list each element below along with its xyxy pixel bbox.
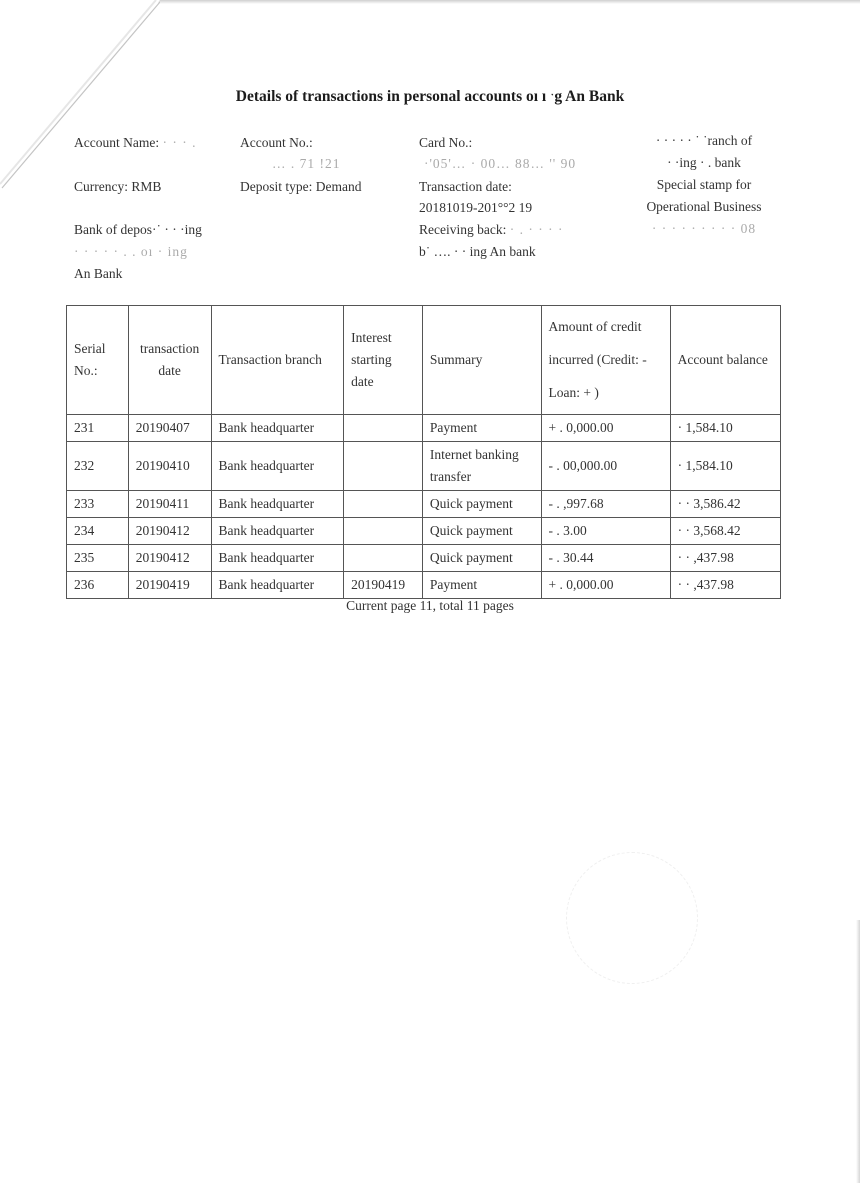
table-row [67,415,781,442]
cell-serial: 233 [67,491,129,518]
receiving-back-label: Receiving back: [419,222,507,237]
bank-of-deposit-line1: Bank of depos·˙ · · ·ing [74,222,202,237]
bank-of-deposit-line3: An Bank [74,266,123,281]
card-no-value: ·'05'… · 00… 88… '' 90 [424,156,577,171]
cell-summary: Quick payment [422,545,541,572]
currency: Currency: RMB [74,179,162,194]
cell-serial: 231 [67,415,129,442]
bank-of-deposit-line2: · · · · · . . oı · ing [74,244,188,259]
stamp-line3: Special stamp for [656,177,752,192]
page-count: Current page 11, total 11 pages [346,598,514,613]
header-summary: Summary [422,306,541,415]
transaction-date-value: 20181019-201°°2 19 [419,200,533,215]
cell-balance: · · 3,568.42 [670,518,780,545]
table-row [67,545,781,572]
header-serial: Serial No.: [67,306,129,415]
stamp-line2: · ·ing · . bank [667,155,741,170]
cell-interest: 20190419 [344,572,423,599]
cell-summary: Payment [422,572,541,599]
receiving-back [419,219,563,241]
cell-balance: · · ,437.98 [670,545,780,572]
cell-branch: Bank headquarter [211,415,344,442]
cell-interest [344,518,423,545]
account-name-value: · · · . [162,135,197,150]
cell-amount: - . 30.44 [541,545,670,572]
cell-amount: - . ,997.68 [541,491,670,518]
cell-interest [344,491,423,518]
account-no-value: … . 71 !21 [272,156,341,171]
receiving-back-line2: b˙ …. · · ing An bank [419,244,536,259]
cell-balance: · · 3,586.42 [670,491,780,518]
table-header-row [67,306,781,415]
cell-interest [344,545,423,572]
table-row [67,442,781,491]
account-name-label: Account Name: [74,135,160,150]
cell-interest [344,442,423,491]
cell-date: 20190411 [128,491,211,518]
table-row [67,491,781,518]
cell-balance: · 1,584.10 [670,442,780,491]
table-row [67,518,781,545]
receiving-back-value: · . · · · · [509,222,564,237]
stamp-line1: · · · · · ˙ ˙ranch of [655,133,753,148]
cell-amount: + . 0,000.00 [541,415,670,442]
cell-amount: + . 0,000.00 [541,572,670,599]
header-account-balance: Account balance [670,306,780,415]
cell-serial: 234 [67,518,129,545]
cell-date: 20190412 [128,518,211,545]
header-amount [541,306,670,415]
header-transaction-branch: Transaction branch [211,306,344,415]
scan-edge-right [856,920,860,1183]
cell-serial: 235 [67,545,129,572]
header-amount-line3: Loan: + ) [548,385,599,400]
transactions-table [66,305,781,599]
cell-serial: 236 [67,572,129,599]
cell-date: 20190410 [128,442,211,491]
table-row [67,572,781,599]
cell-summary: Quick payment [422,518,541,545]
faint-stamp-mark [566,852,698,984]
header-amount-line2: incurred (Credit: - [548,352,647,367]
header-transaction-date: transaction date [128,306,211,415]
stamp-line5: · · · · · · · · · 08 [651,221,757,236]
scan-edge-top [158,0,860,4]
cell-branch: Bank headquarter [211,572,344,599]
account-name [74,132,196,154]
cell-branch: Bank headquarter [211,518,344,545]
cell-amount: - . 00,000.00 [541,442,670,491]
deposit-type: Deposit type: Demand [240,179,362,194]
transaction-date-label: Transaction date: [419,179,512,194]
cell-serial: 232 [67,442,129,491]
cell-balance: · · ,437.98 [670,572,780,599]
cell-amount: - . 3.00 [541,518,670,545]
page-title: Details of transactions in personal accounts oı ı ˑg An Bank [235,88,625,105]
cell-date: 20190407 [128,415,211,442]
cell-summary: Internet banking transfer [422,442,541,491]
header-interest-starting-date: Interest starting date [344,306,423,415]
cell-balance: · 1,584.10 [670,415,780,442]
cell-branch: Bank headquarter [211,545,344,572]
stamp-line4: Operational Business [646,199,762,214]
account-no-label: Account No.: [240,135,313,150]
cell-summary: Payment [422,415,541,442]
header-amount-line1: Amount of credit [548,319,642,334]
cell-summary: Quick payment [422,491,541,518]
card-no-label: Card No.: [419,135,473,150]
cell-branch: Bank headquarter [211,491,344,518]
cell-date: 20190412 [128,545,211,572]
cell-interest [344,415,423,442]
cell-branch: Bank headquarter [211,442,344,491]
cell-date: 20190419 [128,572,211,599]
